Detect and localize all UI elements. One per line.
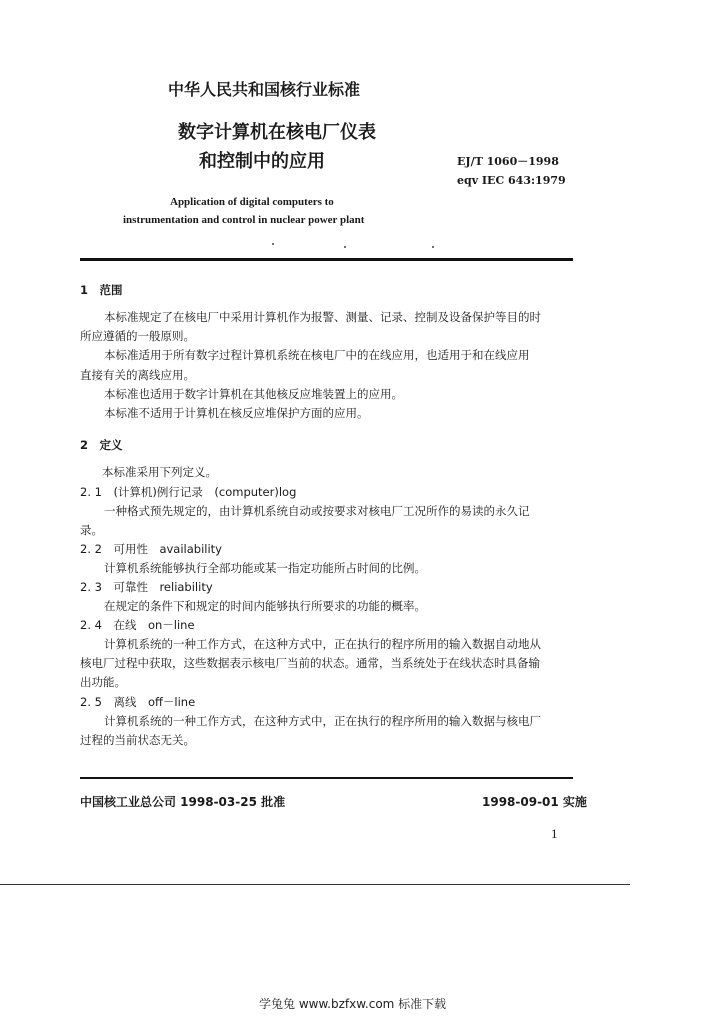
s2-intro: 本标准采用下列定义。 [102, 465, 217, 479]
title-en-line2: instrumentation and control in nuclear power plant [123, 214, 365, 226]
definition-2-2-heading: 2. 2 可用性 availability [80, 542, 222, 556]
title-cn-line1: 数字计算机在核电厂仪表 [178, 122, 376, 143]
definition-2-1-heading: 2. 1 (计算机)例行记录 (computer)log [80, 485, 297, 499]
definition-2-4-text-line3: 出功能。 [80, 675, 126, 689]
scan-speck [432, 246, 434, 248]
scan-speck [272, 243, 274, 245]
header-rule [80, 258, 573, 261]
page-number: 1 [551, 826, 558, 841]
page-edge-rule [0, 884, 630, 885]
definition-2-3-text: 在规定的条件下和规定的时间内能够执行所要求的功能的概率。 [104, 599, 426, 613]
definition-2-5-text-line1: 计算机系统的一种工作方式，在这种方式中，正在执行的程序所用的输入数据与核电厂 [104, 714, 541, 728]
footer-rule [80, 777, 573, 779]
section-1-heading: 1 范围 [80, 283, 123, 297]
issuing-authority: 中华人民共和国核行业标准 [168, 80, 361, 99]
equivalent-standard: eqv IEC 643:1979 [457, 174, 566, 187]
implementation-date: 1998-09-01 实施 [482, 795, 587, 809]
standard-number: EJ/T 1060－1998 [457, 155, 559, 168]
definition-2-1-text-line2: 录。 [80, 523, 103, 537]
s1-paragraph-1-line1: 本标准规定了在核电厂中采用计算机作为报警、测量、记录、控制及设备保护等目的时 [104, 310, 541, 324]
definition-2-4-text-line1: 计算机系统的一种工作方式，在这种方式中，正在执行的程序所用的输入数据自动地从 [104, 637, 541, 651]
definition-2-1-text-line1: 一种格式预先规定的，由计算机系统自动或按要求对核电厂工况所作的易读的永久记 [104, 504, 530, 518]
watermark-text: 学兔兔 www.bzfxw.com 标准下载 [259, 997, 447, 1011]
s1-paragraph-2-line2: 直接有关的离线应用。 [80, 368, 195, 382]
title-en-line1: Application of digital computers to [170, 196, 334, 208]
definition-2-4-text-line2: 核电厂过程中获取，这些数据表示核电厂当前的状态。通常，当系统处于在线状态时具备输 [80, 656, 540, 670]
definition-2-3-heading: 2. 3 可靠性 reliability [80, 580, 213, 594]
s1-paragraph-1-line2: 所应遵循的一般原则。 [80, 329, 195, 343]
s1-paragraph-2-line1: 本标准适用于所有数字过程计算机系统在核电厂中的在线应用，也适用于和在线应用 [104, 348, 530, 362]
section-2-heading: 2 定义 [80, 438, 123, 452]
definition-2-4-heading: 2. 4 在线 on－line [80, 618, 195, 632]
s1-paragraph-4: 本标准不适用于计算机在核反应堆保护方面的应用。 [104, 406, 369, 420]
scan-speck [344, 246, 346, 248]
definition-2-5-text-line2: 过程的当前状态无关。 [80, 733, 195, 747]
definition-2-2-text: 计算机系统能够执行全部功能或某一指定功能所占时间的比例。 [104, 561, 426, 575]
approval-line: 中国核工业总公司 1998-03-25 批准 [80, 795, 286, 809]
title-cn-line2: 和控制中的应用 [199, 151, 325, 172]
s1-paragraph-3: 本标准也适用于数字计算机在其他核反应堆装置上的应用。 [104, 387, 403, 401]
definition-2-5-heading: 2. 5 离线 off－line [80, 695, 196, 709]
